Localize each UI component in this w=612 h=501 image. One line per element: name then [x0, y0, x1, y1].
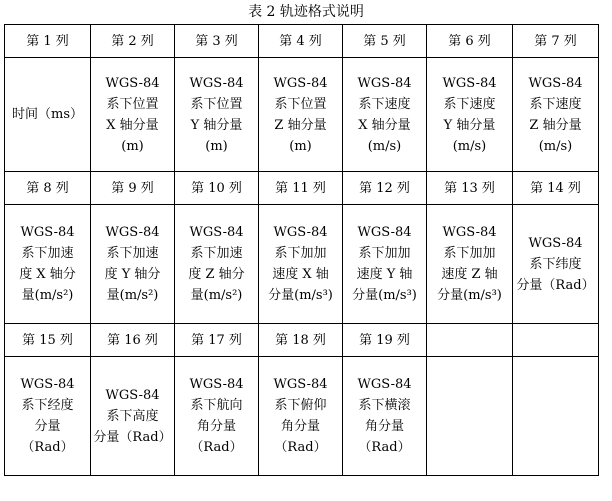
table-cell [91, 357, 175, 476]
track-format-table [4, 24, 599, 476]
cell-text: WGS-84 系下加加 速度 X 轴 分量(m/s³) [268, 225, 333, 303]
table-cell [91, 58, 175, 172]
column-header: 第 15 列 [5, 324, 91, 357]
table-cell [5, 205, 91, 324]
column-header: 第 7 列 [513, 25, 599, 58]
cell-text: WGS-84 系下横滚 角分量 （Rad） [357, 377, 412, 455]
cell-text: WGS-84 系下速度 X 轴分量 (m/s) [357, 75, 412, 154]
column-header: 第 9 列 [91, 172, 175, 205]
column-header: 第 18 列 [259, 324, 343, 357]
cell-text: WGS-84 系下加加 速度 Z 轴 分量(m/s³) [437, 225, 502, 303]
table-cell [175, 357, 259, 476]
table-cell [427, 205, 513, 324]
table-cell [343, 357, 427, 476]
cell-text: WGS-84 系下速度 Y 轴分量 (m/s) [442, 75, 497, 154]
table-cell [175, 205, 259, 324]
column-header: 第 10 列 [175, 172, 259, 205]
cell-text: WGS-84 系下加加 速度 Y 轴 分量(m/s³) [352, 225, 417, 303]
column-header: 第 8 列 [5, 172, 91, 205]
cell-text: 时间（ms） [12, 107, 83, 122]
cell-text: WGS-84 系下位置 Z 轴分量 (m) [273, 75, 328, 154]
cell-text: WGS-84 系下位置 X 轴分量 (m) [105, 75, 160, 154]
column-header: 第 5 列 [343, 25, 427, 58]
column-header [513, 324, 599, 357]
column-header: 第 17 列 [175, 324, 259, 357]
cell-text: WGS-84 系下加速 度 X 轴分 量(m/s²) [19, 225, 76, 303]
table-cell [427, 58, 513, 172]
cell-text: WGS-84 系下俯仰 角分量 （Rad） [273, 377, 328, 455]
cell-text: WGS-84 系下航向 角分量 （Rad） [189, 377, 244, 455]
cell-text: WGS-84 系下加速 度 Z 轴分 量(m/s²) [188, 225, 245, 303]
cell-text: WGS-84 系下高度 分量（Rad） [93, 387, 172, 445]
table-row [5, 357, 599, 476]
cell-text: WGS-84 系下加速 度 Y 轴分 量(m/s²) [104, 225, 161, 303]
table-cell [175, 58, 259, 172]
column-header: 第 16 列 [91, 324, 175, 357]
table-row [5, 205, 599, 324]
column-header: 第 12 列 [343, 172, 427, 205]
cell-text: WGS-84 系下纬度 分量（Rad） [516, 235, 595, 293]
table-cell [259, 58, 343, 172]
column-header: 第 14 列 [513, 172, 599, 205]
cell-text: WGS-84 系下经度 分量 （Rad） [20, 377, 75, 455]
table-cell [91, 205, 175, 324]
column-header: 第 19 列 [343, 324, 427, 357]
table-cell [513, 357, 599, 476]
table-cell [513, 58, 599, 172]
cell-text: WGS-84 系下位置 Y 轴分量 (m) [189, 75, 244, 154]
column-header: 第 6 列 [427, 25, 513, 58]
table-header-row [5, 172, 599, 205]
cell-text: WGS-84 系下速度 Z 轴分量 (m/s) [528, 75, 583, 154]
column-header [427, 324, 513, 357]
table-cell [259, 357, 343, 476]
table-caption: 表 2 轨迹格式说明 [248, 4, 364, 20]
column-header: 第 4 列 [259, 25, 343, 58]
table-cell [513, 205, 599, 324]
column-header: 第 1 列 [5, 25, 91, 58]
table-row [5, 58, 599, 172]
column-header: 第 11 列 [259, 172, 343, 205]
table-cell [427, 357, 513, 476]
table-header-row [5, 324, 599, 357]
table-cell [5, 357, 91, 476]
column-header: 第 13 列 [427, 172, 513, 205]
table-cell [259, 205, 343, 324]
table-cell [343, 58, 427, 172]
column-header: 第 3 列 [175, 25, 259, 58]
table-cell [343, 205, 427, 324]
table-cell [5, 58, 91, 172]
table-header-row [5, 25, 599, 58]
column-header: 第 2 列 [91, 25, 175, 58]
